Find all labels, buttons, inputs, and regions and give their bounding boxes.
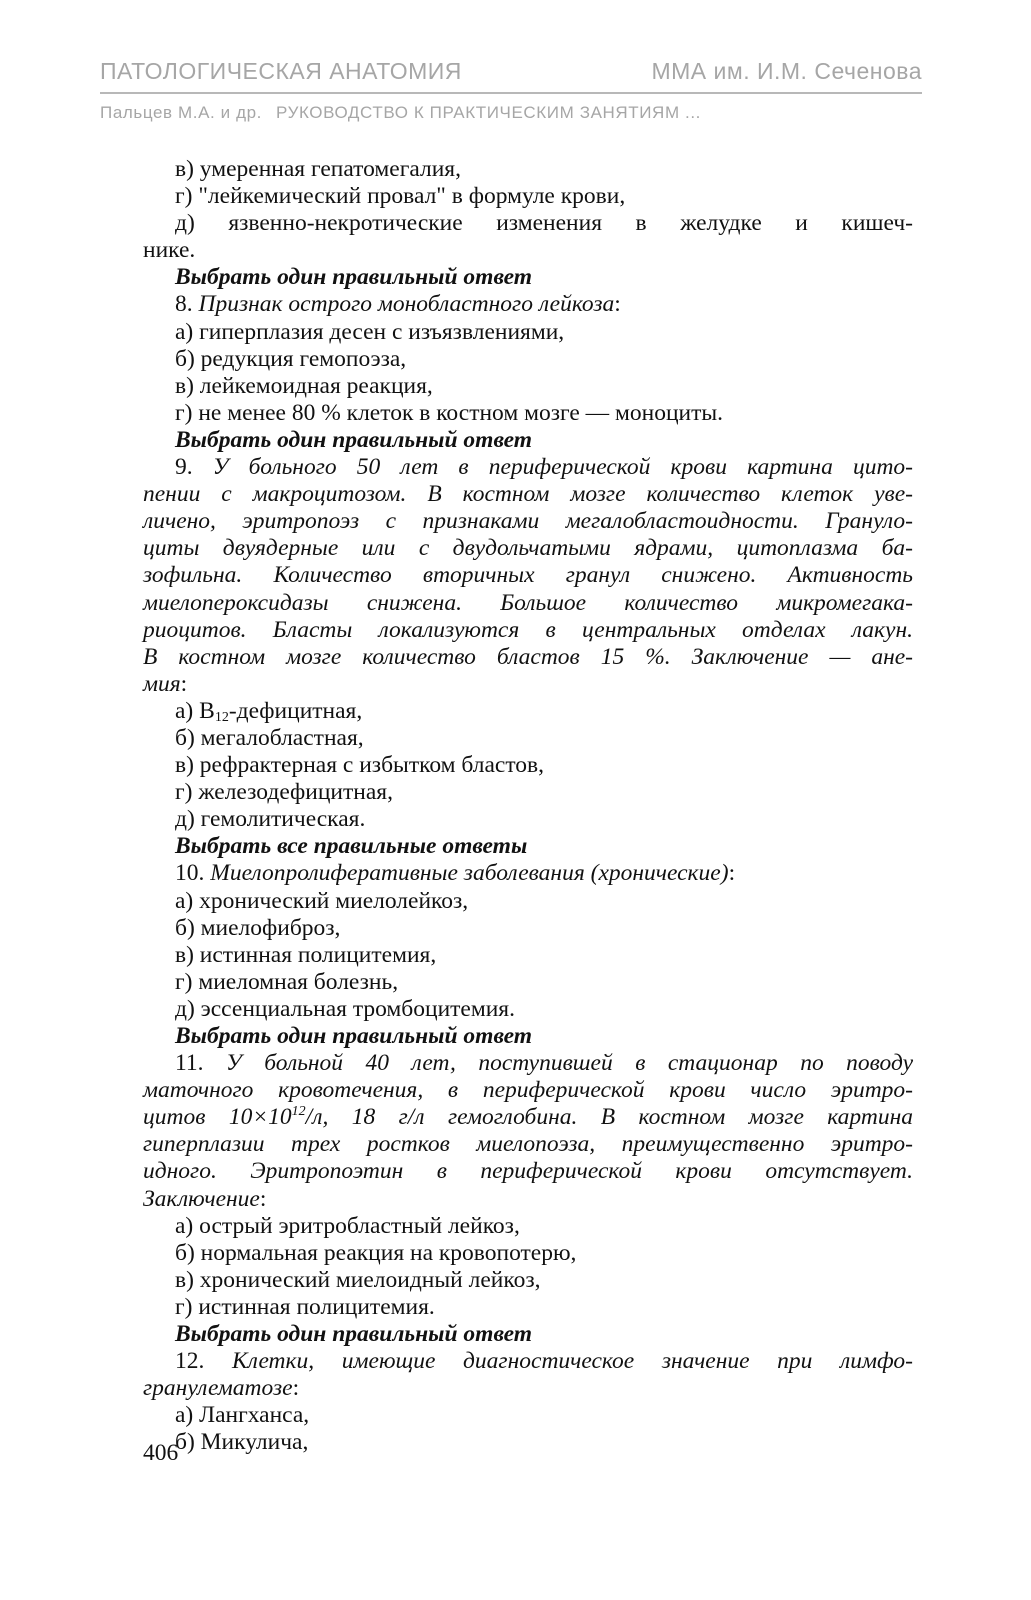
question-stem — [143, 1348, 913, 1375]
question-text-line: зофильна. Количество вторичных гранул снижено. Активность — [143, 562, 913, 589]
answer-option: д) эссенциальная тромбоцитемия. — [175, 995, 515, 1022]
answer-option: в) хронический миелоидный лейкоз, — [175, 1266, 541, 1293]
answer-option: г) железодефицитная, — [175, 779, 393, 806]
answer-option: г) миеломная болезнь, — [175, 968, 399, 995]
running-header — [100, 58, 922, 123]
book-title: ПАТОЛОГИЧЕСКАЯ АНАТОМИЯ — [100, 58, 462, 84]
question-stem — [143, 1050, 913, 1077]
question-text-line — [143, 671, 913, 698]
page-body — [143, 156, 913, 1457]
page-number: 406 — [143, 1440, 179, 1466]
book-subtitle: РУКОВОДСТВО К ПРАКТИЧЕСКИМ ЗАНЯТИЯМ ... — [276, 103, 701, 122]
question-text-part: /л, 18 г/л гемоглобина. В костном мозге картина — [305, 1104, 913, 1131]
answer-option: г) не менее 80 % клеток в костном мозге — моноциты. — [175, 399, 724, 426]
answer-option: в) лейкемоидная реакция, — [175, 372, 433, 399]
question-colon: : — [259, 1185, 267, 1212]
answer-option-prefix: а) B — [175, 697, 215, 724]
institution-name: ММА им. И.М. Сеченова — [651, 58, 922, 84]
question-text-line — [143, 1186, 913, 1213]
answer-option-suffix: -дефицитная, — [228, 697, 363, 724]
question-text-line — [143, 1375, 913, 1402]
question-text-end: Заключение — [143, 1185, 260, 1212]
question-text-line: идного. Эритропоэтин в периферической крови отсутствует. — [143, 1158, 913, 1185]
question-number: 12. — [175, 1348, 205, 1375]
answer-option: б) нормальная реакция на кровопотерю, — [175, 1239, 577, 1266]
question-text: У больной 40 лет, поступившей в стационар по поводу — [226, 1050, 914, 1077]
answer-option: г) "лейкемический провал" в формуле крови, — [175, 183, 626, 210]
question-stem — [143, 860, 913, 887]
question-text: Признак острого монобластного лейкоза — [198, 291, 615, 318]
header-divider — [100, 92, 922, 94]
question-stem — [143, 291, 913, 318]
header-bottom-row — [100, 103, 922, 123]
question-number: 10. — [175, 860, 205, 887]
instruction-heading: Выбрать один правильный ответ — [175, 1023, 533, 1049]
question-number: 8. — [175, 291, 193, 318]
question-text: Клетки, имеющие диагностическое значение при лимфо- — [232, 1348, 913, 1375]
question-text-line: миелопероксидазы снижена. Большое количество микромегака- — [143, 589, 913, 616]
instruction-heading: Выбрать все правильные ответы — [175, 833, 528, 860]
answer-option: в) рефрактерная с избытком бластов, — [175, 752, 545, 779]
question-text: Миелопролиферативные заболевания (хронические) — [210, 860, 729, 887]
question-text-part: цитов 10×10 — [143, 1104, 292, 1131]
answer-option: г) истинная полицитемия. — [175, 1293, 435, 1320]
answer-option: в) истинная полицитемия, — [175, 941, 437, 968]
question-text-end: гранулематозе — [143, 1375, 293, 1402]
question-text-line — [143, 1104, 913, 1131]
answer-option: в) умеренная гепатомегалия, — [175, 156, 461, 182]
answer-option — [143, 698, 913, 725]
question-text-line: циты двуядерные или с двудольчатыми ядрами, цитоплазма ба- — [143, 535, 913, 562]
question-text-line: гиперплазии трех ростков миелопоэза, преимущественно эритро- — [143, 1131, 913, 1158]
instruction-heading: Выбрать один правильный ответ — [175, 1321, 533, 1348]
answer-option: б) мегалобластная, — [175, 724, 364, 751]
question-text: У больного 50 лет в периферической крови картина цито- — [212, 454, 913, 481]
question-text-line: риоцитов. Бласты локализуются в центральных отделах лакун. — [143, 616, 913, 643]
question-text-line: маточного кровотечения, в периферической крови число эритро- — [143, 1077, 913, 1104]
answer-option: д) язвенно-некротические изменения в желудке и кишеч- — [175, 210, 913, 237]
instruction-heading: Выбрать один правильный ответ — [175, 264, 533, 291]
answer-option: а) гиперплазия десен с изъязвлениями, — [175, 318, 565, 345]
header-top-row — [100, 58, 922, 88]
answer-option: а) острый эритробластный лейкоз, — [175, 1212, 520, 1239]
exponent-superscript: 12 — [291, 1104, 306, 1120]
answer-option: а) Лангханса, — [175, 1402, 310, 1429]
question-colon: : — [728, 860, 736, 887]
question-stem — [143, 454, 913, 481]
authors: Пальцев М.А. и др. — [100, 103, 262, 122]
answer-option: б) миелофиброз, — [175, 914, 341, 941]
answer-option-continued: нике. — [143, 237, 196, 264]
question-text-end: мия — [143, 670, 181, 697]
answer-option: б) редукция гемопоэза, — [175, 345, 407, 372]
answer-option: д) гемолитическая. — [175, 806, 366, 833]
question-text-line: пении с макроцитозом. В костном мозге количество клеток уве- — [143, 481, 913, 508]
question-colon: : — [180, 670, 188, 697]
instruction-heading: Выбрать один правильный ответ — [175, 426, 533, 453]
question-number: 9. — [175, 454, 193, 481]
question-text-line: личено, эритропоэз с признаками мегалобластоидности. Грануло- — [143, 508, 913, 535]
question-colon: : — [292, 1375, 300, 1402]
answer-option: б) Микулича, — [175, 1429, 309, 1456]
question-number: 11. — [175, 1050, 204, 1077]
question-text-line: В костном мозге количество бластов 15 %. Заключение — ане- — [143, 643, 913, 670]
answer-option: а) хронический миелолейкоз, — [175, 887, 469, 914]
vitamin-subscript: 12 — [214, 709, 229, 725]
question-colon: : — [614, 291, 621, 318]
